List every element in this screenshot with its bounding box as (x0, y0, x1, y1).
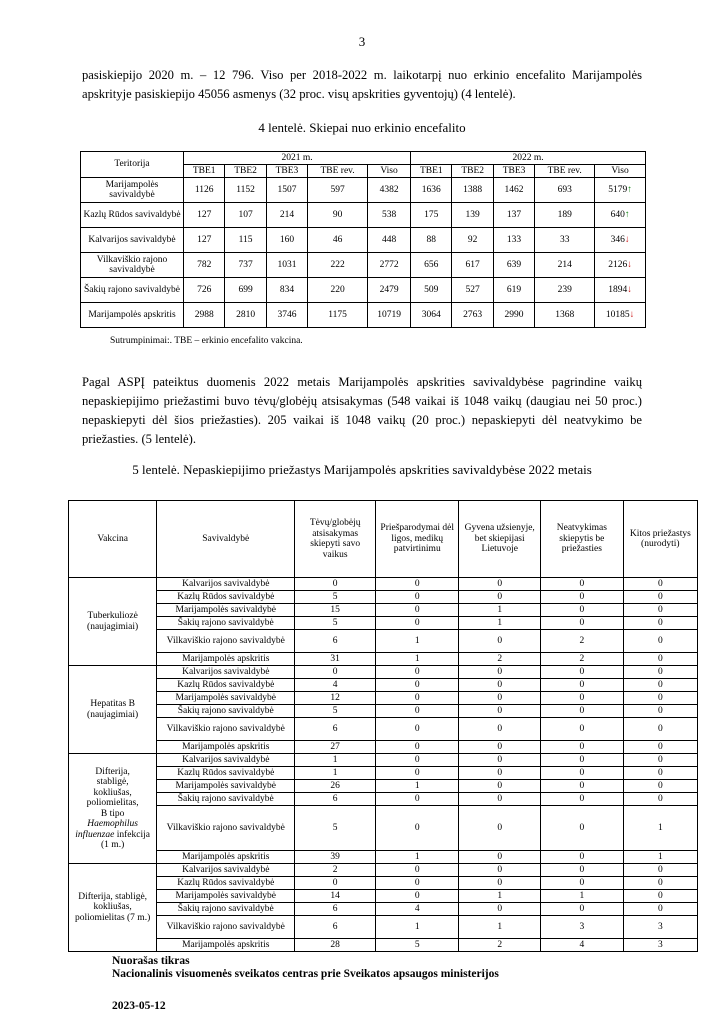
table-cell: 0 (376, 679, 459, 692)
table-cell: 0 (376, 864, 459, 877)
municipality-name: Kalvarijos savivaldybė (157, 754, 295, 767)
certification-stamp (112, 955, 499, 981)
table-cell: 0 (459, 864, 541, 877)
table-cell: 0 (459, 578, 541, 591)
table-cell: 1 (376, 630, 459, 653)
municipality-name: Marijampolės savivaldybė (157, 692, 295, 705)
table-cell: 1 (376, 780, 459, 793)
table-cell: 127 (184, 228, 225, 253)
table-cell: 90 (308, 203, 368, 228)
table-cell: 139 (452, 203, 493, 228)
vaccine-name: Hepatitas B (naujagimiai) (69, 666, 157, 754)
table-cell: 88 (411, 228, 452, 253)
table-cell: 0 (623, 741, 697, 754)
table-cell: 0 (376, 877, 459, 890)
table-cell: 31 (295, 653, 376, 666)
column-header: Tėvų/globėjų atsisakymas skiepyti savo vaikus (295, 501, 376, 578)
table-cell: 619 (493, 278, 534, 303)
table-cell: 4382 (368, 178, 411, 203)
table-cell: 2810 (225, 303, 266, 328)
column-header: Neatvykimas skiepytis be priežasties (541, 501, 624, 578)
table-cell: 0 (623, 754, 697, 767)
table-cell: 10719 (368, 303, 411, 328)
table-cell: 0 (541, 767, 624, 780)
table-cell: 0 (541, 806, 624, 851)
table-cell: 0 (623, 591, 697, 604)
table-cell: 0 (459, 754, 541, 767)
table-cell: 0 (459, 692, 541, 705)
table-cell: 0 (376, 741, 459, 754)
municipality-name: Kazlų Rūdos savivaldybė (157, 877, 295, 890)
table-row (69, 692, 698, 705)
table-cell: 0 (541, 793, 624, 806)
table-cell: 0 (623, 666, 697, 679)
table-cell: 0 (376, 692, 459, 705)
table-cell: 0 (295, 666, 376, 679)
municipality-name: Šakių rajono savivaldybė (157, 903, 295, 916)
table-cell: 1 (623, 851, 697, 864)
table-cell: 346↓ (595, 228, 646, 253)
municipality-name: Kalvarijos savivaldybė (157, 666, 295, 679)
table-cell: 0 (623, 864, 697, 877)
table-cell: 0 (459, 630, 541, 653)
municipality-name: Marijampolės apskritis (157, 939, 295, 952)
table-cell: 0 (459, 591, 541, 604)
table-cell: 0 (541, 864, 624, 877)
table-cell: 0 (623, 903, 697, 916)
table-cell: 2 (459, 939, 541, 952)
certification-date: 2023-05-12 (112, 1000, 166, 1012)
table-cell: 0 (376, 591, 459, 604)
table-cell: 0 (459, 679, 541, 692)
municipality-name: Marijampolės savivaldybė (157, 780, 295, 793)
table-cell: 0 (623, 578, 697, 591)
table-row (81, 203, 646, 228)
table-cell: 0 (459, 780, 541, 793)
table-header-row (69, 501, 698, 578)
table-row (69, 903, 698, 916)
table-row (69, 877, 698, 890)
table-row (69, 653, 698, 666)
table-row (69, 754, 698, 767)
table-cell: 0 (623, 692, 697, 705)
table-cell: 2479 (368, 278, 411, 303)
certified-copy-label: Nuorašas tikras (112, 955, 190, 967)
municipality-name: Marijampolės savivaldybė (157, 604, 295, 617)
table-cell: 5 (295, 705, 376, 718)
table-cell: 6 (295, 903, 376, 916)
municipality-name: Kazlų Rūdos savivaldybė (157, 591, 295, 604)
table-cell: 782 (184, 253, 225, 278)
table-cell: 1175 (308, 303, 368, 328)
table-cell: 0 (376, 705, 459, 718)
municipality-name: Marijampolės apskritis (157, 851, 295, 864)
table-cell: 0 (623, 679, 697, 692)
table-cell: 0 (376, 767, 459, 780)
vaccine-name: Difterija, stabligė, kokliušas, poliomielitas, B tipo Haemophilus influenzae infekcija (1 m.) (69, 754, 157, 864)
trend-arrow-icon: ↓ (629, 309, 635, 320)
table-cell: 0 (541, 877, 624, 890)
table-cell: 0 (541, 754, 624, 767)
table-cell: 0 (459, 718, 541, 741)
table-cell: 1894↓ (595, 278, 646, 303)
vaccine-name: Difterija, stabligė, kokliušas, poliomielitas (7 m.) (69, 864, 157, 952)
column-header: Savivaldybė (157, 501, 295, 578)
table-cell: 214 (535, 253, 595, 278)
table-cell: 0 (541, 903, 624, 916)
table-row (69, 705, 698, 718)
table-cell: 0 (541, 851, 624, 864)
table-cell: 0 (376, 604, 459, 617)
table-cell: 1462 (493, 178, 534, 203)
table-cell: 0 (459, 705, 541, 718)
trend-arrow-icon: ↓ (627, 284, 632, 295)
table-cell: 538 (368, 203, 411, 228)
column-header: Gyvena užsienyje, bet skiepijasi Lietuvoje (459, 501, 541, 578)
table-cell: 0 (459, 666, 541, 679)
table-cell: 5179↑ (595, 178, 646, 203)
table-cell: 239 (535, 278, 595, 303)
year-header: 2022 m. (411, 152, 646, 165)
table-cell: 737 (225, 253, 266, 278)
table-cell: 1 (459, 890, 541, 903)
table-row (69, 630, 698, 653)
table-cell: 5 (376, 939, 459, 952)
table-cell: 2763 (452, 303, 493, 328)
table-row (81, 278, 646, 303)
table-cell: 0 (376, 718, 459, 741)
table-cell: 0 (459, 767, 541, 780)
table-cell: 0 (459, 806, 541, 851)
table-row (69, 617, 698, 630)
table-row (69, 679, 698, 692)
table-cell: 0 (376, 793, 459, 806)
page-number: 3 (358, 34, 366, 49)
table-cell: 1388 (452, 178, 493, 203)
column-header: TBE3 (493, 165, 534, 178)
municipality-name: Marijampolės savivaldybė (157, 890, 295, 903)
table-cell: 0 (459, 851, 541, 864)
certifying-institution: Nacionalinis visuomenės sveikatos centras prie Sveikatos apsaugos ministerijos (112, 968, 499, 980)
table-cell: 1 (541, 890, 624, 903)
table-cell: 448 (368, 228, 411, 253)
table-cell: 137 (493, 203, 534, 228)
table-row (69, 604, 698, 617)
table-cell: 0 (376, 617, 459, 630)
column-header: TBE1 (411, 165, 452, 178)
table-cell: 127 (184, 203, 225, 228)
table-cell: 0 (376, 578, 459, 591)
table-cell: 1152 (225, 178, 266, 203)
table-row (69, 890, 698, 903)
territory-header: Teritorija (81, 152, 184, 178)
table-cell: 0 (623, 718, 697, 741)
table-cell: 5 (295, 591, 376, 604)
column-header: TBE2 (452, 165, 493, 178)
table-cell: 1 (623, 806, 697, 851)
table-cell: 1 (459, 916, 541, 939)
table-cell: 640↑ (595, 203, 646, 228)
table-cell: 0 (623, 877, 697, 890)
territory-name: Marijampolės apskritis (81, 303, 184, 328)
table-cell: 617 (452, 253, 493, 278)
column-header: Priešparodymai dėl ligos, medikų patvirtinimu (376, 501, 459, 578)
table-cell: 2 (541, 630, 624, 653)
table-cell: 5 (295, 806, 376, 851)
table-cell: 1 (376, 653, 459, 666)
municipality-name: Kalvarijos savivaldybė (157, 578, 295, 591)
table-cell: 1 (459, 604, 541, 617)
table-cell: 1368 (535, 303, 595, 328)
table-cell: 3 (623, 939, 697, 952)
table-cell: 26 (295, 780, 376, 793)
column-header: Kitos priežastys (nurodyti) (623, 501, 697, 578)
year-header: 2021 m. (184, 152, 411, 165)
table-cell: 0 (541, 591, 624, 604)
table-row (69, 851, 698, 864)
municipality-name: Kazlų Rūdos savivaldybė (157, 767, 295, 780)
table-cell: 220 (308, 278, 368, 303)
municipality-name: Vilkaviškio rajono savivaldybė (157, 630, 295, 653)
table-row (69, 741, 698, 754)
table-cell: 639 (493, 253, 534, 278)
table-row (69, 780, 698, 793)
table-cell: 0 (541, 692, 624, 705)
table-cell: 699 (225, 278, 266, 303)
table-cell: 6 (295, 630, 376, 653)
table-cell: 5 (295, 617, 376, 630)
municipality-name: Vilkaviškio rajono savivaldybė (157, 718, 295, 741)
table-cell: 0 (623, 705, 697, 718)
column-header: TBE rev. (308, 165, 368, 178)
table-cell: 3746 (266, 303, 307, 328)
trend-arrow-icon: ↓ (624, 234, 630, 245)
territory-name: Kazlų Rūdos savivaldybė (81, 203, 184, 228)
table-cell: 0 (376, 754, 459, 767)
territory-name: Marijampolės savivaldybė (81, 178, 184, 203)
table-cell: 0 (623, 793, 697, 806)
column-header: Viso (368, 165, 411, 178)
municipality-name: Vilkaviškio rajono savivaldybė (157, 916, 295, 939)
column-header: Viso (595, 165, 646, 178)
table-cell: 0 (459, 903, 541, 916)
municipality-name: Šakių rajono savivaldybė (157, 705, 295, 718)
table-cell: 2126↓ (595, 253, 646, 278)
table-cell: 2 (295, 864, 376, 877)
table-cell: 527 (452, 278, 493, 303)
table-cell: 0 (295, 578, 376, 591)
table-cell: 2 (541, 653, 624, 666)
trend-arrow-icon: ↑ (624, 209, 630, 220)
table-cell: 222 (308, 253, 368, 278)
table-cell: 0 (459, 793, 541, 806)
table-row (81, 303, 646, 328)
vaccine-name: Tuberkuliozė (naujagimiai) (69, 578, 157, 666)
column-header: TBE2 (225, 165, 266, 178)
column-header: TBE3 (266, 165, 307, 178)
table-cell: 656 (411, 253, 452, 278)
table-row (81, 228, 646, 253)
table-row (69, 864, 698, 877)
table-cell: 0 (541, 741, 624, 754)
table-cell: 1 (295, 767, 376, 780)
table-cell: 115 (225, 228, 266, 253)
table-cell: 189 (535, 203, 595, 228)
territory-name: Kalvarijos savivaldybė (81, 228, 184, 253)
table-cell: 10185↓ (595, 303, 646, 328)
trend-arrow-icon: ↑ (627, 184, 632, 195)
table-cell: 0 (541, 705, 624, 718)
table-row (69, 718, 698, 741)
table-cell: 0 (541, 679, 624, 692)
municipality-name: Vilkaviškio rajono savivaldybė (157, 806, 295, 851)
trend-arrow-icon: ↓ (627, 259, 632, 270)
table-cell: 107 (225, 203, 266, 228)
table-cell: 0 (541, 578, 624, 591)
table-cell: 1 (295, 754, 376, 767)
column-header: Vakcina (69, 501, 157, 578)
table-cell: 33 (535, 228, 595, 253)
table-cell: 12 (295, 692, 376, 705)
table-cell: 0 (376, 890, 459, 903)
table-cell: 0 (623, 767, 697, 780)
table-cell: 133 (493, 228, 534, 253)
vaccine-name-italic: Haemophilus influenzae (75, 819, 138, 840)
table-cell: 4 (295, 679, 376, 692)
table-cell: 6 (295, 793, 376, 806)
table-cell: 1031 (266, 253, 307, 278)
table-cell: 2988 (184, 303, 225, 328)
table-row (69, 939, 698, 952)
table-cell: 92 (452, 228, 493, 253)
table-cell: 0 (623, 890, 697, 903)
analysis-paragraph: Pagal ASPĮ pateiktus duomenis 2022 metais Marijampolės apskrities savivaldybėse pagrindine vaikų nepaskiepijimo priežastimi buvo tėvų/globėjų atsisakymas (548 vaikai iš 1048 vaikų (daugiau nei 50 proc.) nepaskiepyti dėl šios priežasties). 205 vaikai iš 1048 vaikų (20 proc.) nepaskiepyti dėl neatvykimo be priežasties. (5 lentelė). (82, 375, 642, 446)
table-row (81, 178, 646, 203)
table-cell: 834 (266, 278, 307, 303)
table-cell: 27 (295, 741, 376, 754)
table-cell: 2990 (493, 303, 534, 328)
table-cell: 693 (535, 178, 595, 203)
intro-paragraph: pasiskiepijo 2020 m. – 12 796. Viso per 2018-2022 m. laikotarpį nuo erkinio encefalito Marijampolės apskrityje pasiskiepijo 45056 asmenys (32 proc. visų apskrities gyventojų) (4 lentelė). (82, 68, 642, 101)
table-cell: 0 (623, 630, 697, 653)
table-cell: 46 (308, 228, 368, 253)
table-row (69, 916, 698, 939)
table4-note: Sutrumpinimai:. TBE – erkinio encefalito vakcina. (110, 336, 303, 346)
table-cell: 0 (623, 604, 697, 617)
table-row (69, 578, 698, 591)
table-cell: 6 (295, 718, 376, 741)
table-row (69, 793, 698, 806)
table-cell: 509 (411, 278, 452, 303)
table-cell: 1636 (411, 178, 452, 203)
municipality-name: Kazlų Rūdos savivaldybė (157, 679, 295, 692)
table-cell: 1 (459, 617, 541, 630)
table-cell: 0 (623, 617, 697, 630)
table-cell: 160 (266, 228, 307, 253)
table-cell: 0 (376, 666, 459, 679)
table-cell: 3 (623, 916, 697, 939)
non-vaccination-reasons-table (68, 500, 698, 952)
table-cell: 1126 (184, 178, 225, 203)
table-cell: 1 (376, 851, 459, 864)
municipality-name: Marijampolės apskritis (157, 653, 295, 666)
table-cell: 39 (295, 851, 376, 864)
table-cell: 597 (308, 178, 368, 203)
table-row (69, 666, 698, 679)
municipality-name: Kalvarijos savivaldybė (157, 864, 295, 877)
table-cell: 4 (541, 939, 624, 952)
table-cell: 0 (541, 617, 624, 630)
table-row (69, 591, 698, 604)
table-cell: 0 (541, 718, 624, 741)
table-row (69, 767, 698, 780)
municipality-name: Šakių rajono savivaldybė (157, 793, 295, 806)
table-cell: 0 (623, 780, 697, 793)
table-cell: 14 (295, 890, 376, 903)
municipality-name: Marijampolės apskritis (157, 741, 295, 754)
table-cell: 28 (295, 939, 376, 952)
table-cell: 4 (376, 903, 459, 916)
table-cell: 6 (295, 916, 376, 939)
municipality-name: Šakių rajono savivaldybė (157, 617, 295, 630)
table-cell: 0 (295, 877, 376, 890)
table-cell: 3064 (411, 303, 452, 328)
table-cell: 0 (376, 806, 459, 851)
table-cell: 1507 (266, 178, 307, 203)
table-cell: 0 (459, 877, 541, 890)
table-row (81, 253, 646, 278)
territory-name: Vilkaviškio rajono savivaldybė (81, 253, 184, 278)
table-cell: 175 (411, 203, 452, 228)
table-cell: 726 (184, 278, 225, 303)
table-cell: 2772 (368, 253, 411, 278)
table-cell: 0 (623, 653, 697, 666)
column-header: TBE1 (184, 165, 225, 178)
table-row (69, 806, 698, 851)
vaccination-table-encephalitis (80, 151, 646, 328)
table-cell: 214 (266, 203, 307, 228)
table4-caption: 4 lentelė. Skiepai nuo erkinio encefalito (258, 120, 466, 135)
table-header-row (81, 152, 646, 165)
table-cell: 0 (459, 741, 541, 754)
table-cell: 0 (541, 604, 624, 617)
table5-caption: 5 lentelė. Nepaskiepijimo priežastys Marijampolės apskrities savivaldybėse 2022 metais (132, 462, 592, 477)
table-cell: 3 (541, 916, 624, 939)
table-cell: 0 (541, 780, 624, 793)
table-cell: 15 (295, 604, 376, 617)
territory-name: Šakių rajono savivaldybė (81, 278, 184, 303)
column-header: TBE rev. (535, 165, 595, 178)
table-cell: 1 (376, 916, 459, 939)
table-cell: 0 (541, 666, 624, 679)
table-cell: 2 (459, 653, 541, 666)
